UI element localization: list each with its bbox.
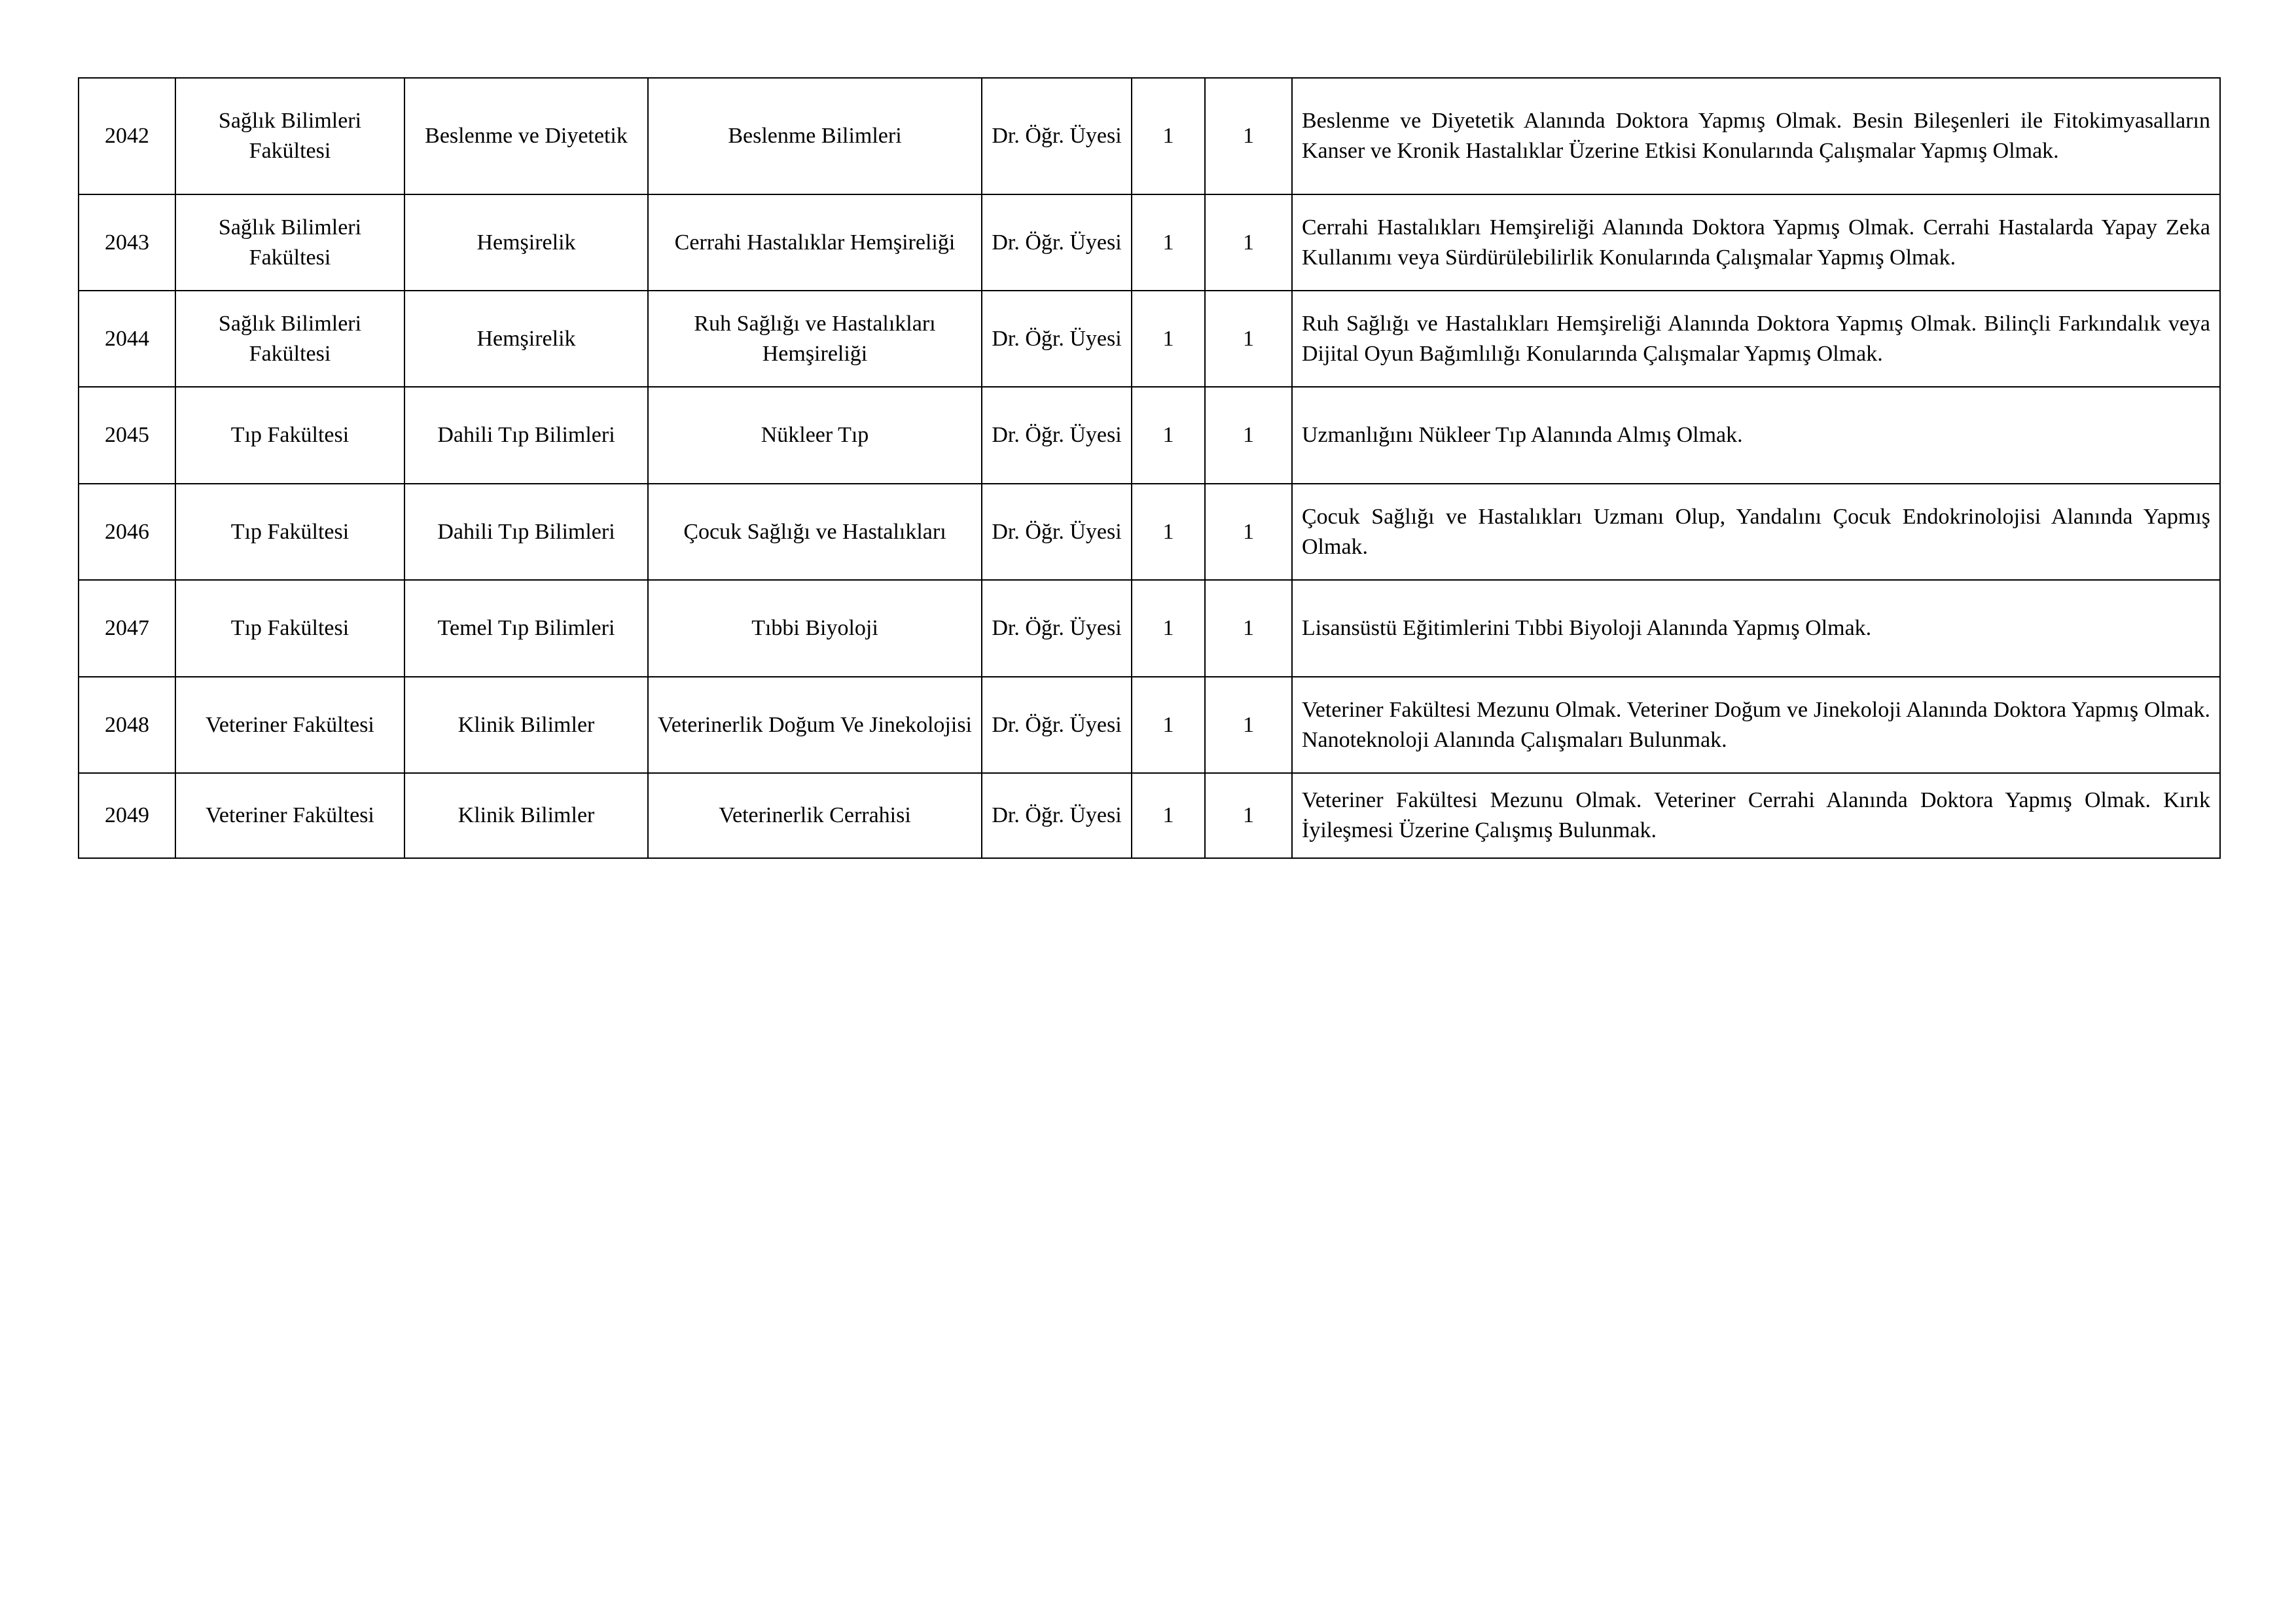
position-number: 2042 [79,78,175,194]
count-cell: 1 [1205,78,1292,194]
position-number: 2049 [79,773,175,858]
requirements-cell: Veteriner Fakültesi Mezunu Olmak. Veteriner Cerrahi Alanında Doktora Yapmış Olmak. Kırık İyileşmesi Üzerine Çalışmış Bulunmak. [1292,773,2220,858]
department-cell: Temel Tıp Bilimleri [404,580,648,677]
requirements-cell: Lisansüstü Eğitimlerini Tıbbi Biyoloji Alanında Yapmış Olmak. [1292,580,2220,677]
count-cell: 1 [1132,291,1205,387]
field-cell: Veterinerlik Doğum Ve Jinekolojisi [648,677,982,773]
academic-title-cell: Dr. Öğr. Üyesi [982,78,1132,194]
positions-table-container [78,77,2219,859]
requirements-cell: Beslenme ve Diyetetik Alanında Doktora Yapmış Olmak. Besin Bileşenleri ile Fitokimyasalların Kanser ve Kronik Hastalıklar Üzerine Etkisi Konularında Çalışmalar Yapmış Olmak. [1292,78,2220,194]
faculty-cell: Sağlık Bilimleri Fakültesi [175,194,404,291]
position-number: 2046 [79,484,175,580]
faculty-cell: Tıp Fakültesi [175,484,404,580]
position-number: 2045 [79,387,175,484]
faculty-cell: Veteriner Fakültesi [175,677,404,773]
count-cell: 1 [1205,484,1292,580]
table-row [79,580,2220,677]
count-cell: 1 [1132,677,1205,773]
academic-title-cell: Dr. Öğr. Üyesi [982,677,1132,773]
department-cell: Beslenme ve Diyetetik [404,78,648,194]
requirements-cell: Ruh Sağlığı ve Hastalıkları Hemşireliği Alanında Doktora Yapmış Olmak. Bilinçli Farkındalık veya Dijital Oyun Bağımlılığı Konularında Çalışmalar Yapmış Olmak. [1292,291,2220,387]
table-row [79,291,2220,387]
count-cell: 1 [1132,773,1205,858]
requirements-cell: Çocuk Sağlığı ve Hastalıkları Uzmanı Olup, Yandalını Çocuk Endokrinolojisi Alanında Yapmış Olmak. [1292,484,2220,580]
count-cell: 1 [1205,773,1292,858]
count-cell: 1 [1132,580,1205,677]
department-cell: Hemşirelik [404,291,648,387]
field-cell: Ruh Sağlığı ve Hastalıkları Hemşireliği [648,291,982,387]
academic-title-cell: Dr. Öğr. Üyesi [982,291,1132,387]
positions-table [78,77,2221,859]
department-cell: Klinik Bilimler [404,677,648,773]
table-row [79,194,2220,291]
count-cell: 1 [1132,387,1205,484]
field-cell: Tıbbi Biyoloji [648,580,982,677]
department-cell: Hemşirelik [404,194,648,291]
field-cell: Beslenme Bilimleri [648,78,982,194]
requirements-cell: Veteriner Fakültesi Mezunu Olmak. Veteriner Doğum ve Jinekoloji Alanında Doktora Yapmış Olmak. Nanoteknoloji Alanında Çalışmaları Bulunmak. [1292,677,2220,773]
academic-title-cell: Dr. Öğr. Üyesi [982,484,1132,580]
faculty-cell: Tıp Fakültesi [175,580,404,677]
position-number: 2048 [79,677,175,773]
count-cell: 1 [1205,677,1292,773]
academic-title-cell: Dr. Öğr. Üyesi [982,773,1132,858]
requirements-cell: Uzmanlığını Nükleer Tıp Alanında Almış Olmak. [1292,387,2220,484]
position-number: 2043 [79,194,175,291]
field-cell: Cerrahi Hastalıklar Hemşireliği [648,194,982,291]
count-cell: 1 [1205,291,1292,387]
count-cell: 1 [1205,580,1292,677]
count-cell: 1 [1205,387,1292,484]
position-number: 2044 [79,291,175,387]
position-number: 2047 [79,580,175,677]
count-cell: 1 [1132,484,1205,580]
requirements-cell: Cerrahi Hastalıkları Hemşireliği Alanında Doktora Yapmış Olmak. Cerrahi Hastalarda Yapay Zeka Kullanımı veya Sürdürülebilirlik Konularında Çalışmalar Yapmış Olmak. [1292,194,2220,291]
count-cell: 1 [1132,78,1205,194]
academic-title-cell: Dr. Öğr. Üyesi [982,580,1132,677]
faculty-cell: Tıp Fakültesi [175,387,404,484]
count-cell: 1 [1132,194,1205,291]
count-cell: 1 [1205,194,1292,291]
department-cell: Dahili Tıp Bilimleri [404,484,648,580]
table-row [79,387,2220,484]
field-cell: Nükleer Tıp [648,387,982,484]
field-cell: Çocuk Sağlığı ve Hastalıkları [648,484,982,580]
academic-title-cell: Dr. Öğr. Üyesi [982,387,1132,484]
table-row [79,484,2220,580]
faculty-cell: Sağlık Bilimleri Fakültesi [175,291,404,387]
table-row [79,78,2220,194]
academic-title-cell: Dr. Öğr. Üyesi [982,194,1132,291]
faculty-cell: Sağlık Bilimleri Fakültesi [175,78,404,194]
department-cell: Dahili Tıp Bilimleri [404,387,648,484]
field-cell: Veterinerlik Cerrahisi [648,773,982,858]
department-cell: Klinik Bilimler [404,773,648,858]
table-row [79,773,2220,858]
table-row [79,677,2220,773]
faculty-cell: Veteriner Fakültesi [175,773,404,858]
